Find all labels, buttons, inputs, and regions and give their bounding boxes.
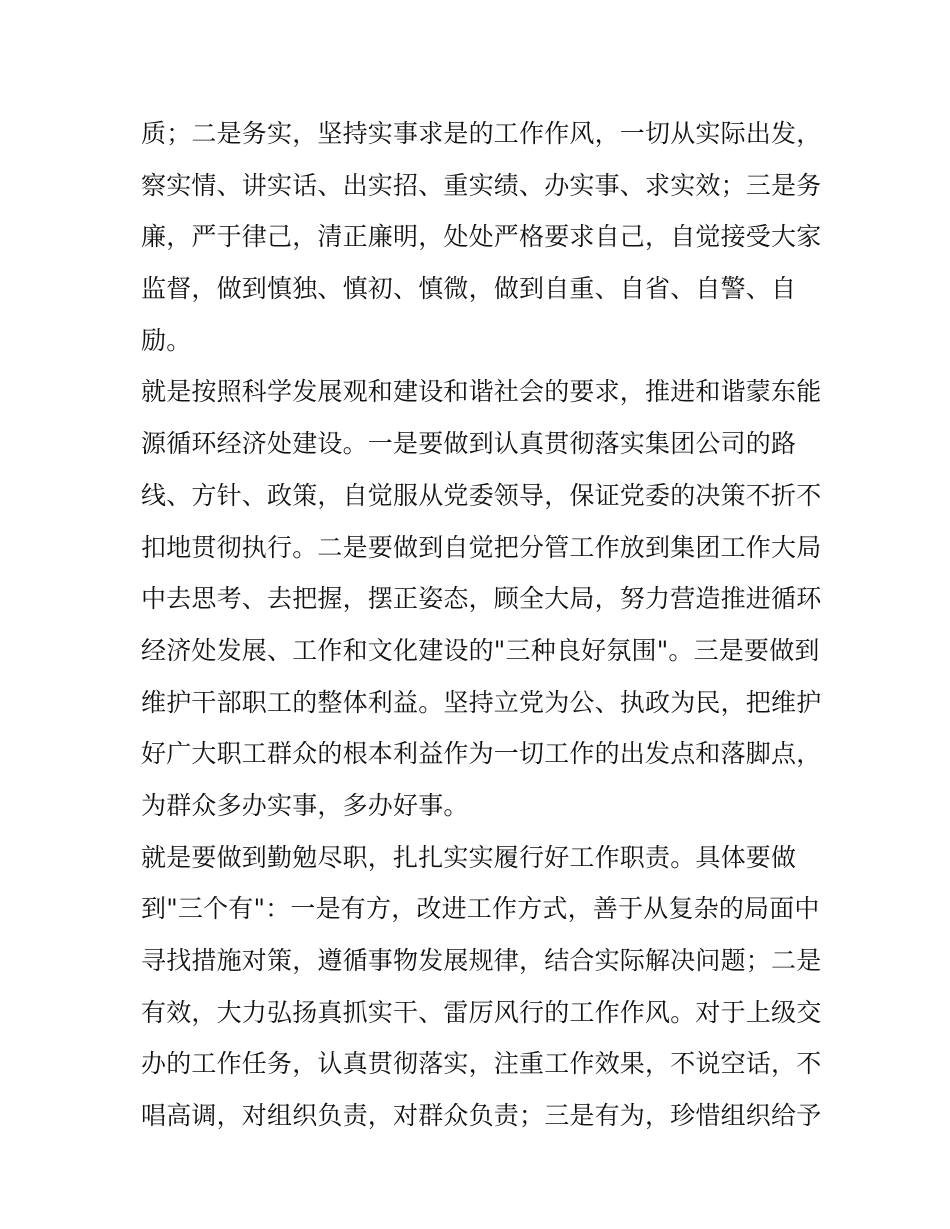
text-line: 中去思考、去把握，摆正姿态，顾全大局，努力营造推进循环	[141, 584, 822, 614]
text-line: 好广大职工群众的根本利益作为一切工作的出发点和落脚点，	[141, 739, 822, 769]
text-line: 办的工作任务，认真贯彻落实，注重工作效果，不说空话，不	[141, 1049, 822, 1079]
text-line: 到"三个有"：一是有方，改进工作方式，善于从复杂的局面中	[141, 894, 820, 924]
text-line: 扣地贯彻执行。二是要做到自觉把分管工作放到集团工作大局	[141, 532, 822, 562]
text-line: 线、方针、政策，自觉服从党委领导，保证党委的决策不折不	[141, 480, 822, 510]
document-body	[141, 108, 831, 1142]
text-line: 唱高调，对组织负责，对群众负责；三是有为，珍惜组织给予	[141, 1101, 822, 1131]
text-line: 质；二是务实，坚持实事求是的工作作风，一切从实际出发，	[141, 119, 822, 148]
text-line: 维护干部职工的整体利益。坚持立党为公、执政为民，把维护	[141, 687, 822, 717]
text-line: 经济处发展、工作和文化建设的"三种良好氛围"。三是要做到	[141, 635, 820, 665]
text-line: 寻找措施对策，遵循事物发展规律，结合实际解决问题；二是	[141, 946, 822, 975]
text-line: 廉，严于律己，清正廉明，处处严格要求自己，自觉接受大家	[141, 222, 822, 252]
text-line: 为群众多办实事，多办好事。	[141, 790, 469, 820]
paragraph-3	[141, 832, 831, 1142]
text-line: 监督，做到慎独、慎初、慎微，做到自重、自省、自警、自	[141, 274, 797, 304]
text-line: 察实情、讲实话、出实招、重实绩、办实事、求实效；三是务	[141, 170, 822, 200]
text-line: 励。	[141, 325, 192, 355]
paragraph-1	[141, 108, 831, 366]
text-line: 有效，大力弘扬真抓实干、雷厉风行的工作作风。对于上级交	[141, 997, 822, 1027]
text-line: 源循环经济处建设。一是要做到认真贯彻落实集团公司的路	[141, 429, 797, 459]
text-line: 就是按照科学发展观和建设和谐社会的要求，推进和谐蒙东能	[141, 377, 822, 407]
paragraph-2	[141, 366, 831, 831]
text-line: 就是要做到勤勉尽职，扎扎实实履行好工作职责。具体要做	[141, 842, 797, 872]
